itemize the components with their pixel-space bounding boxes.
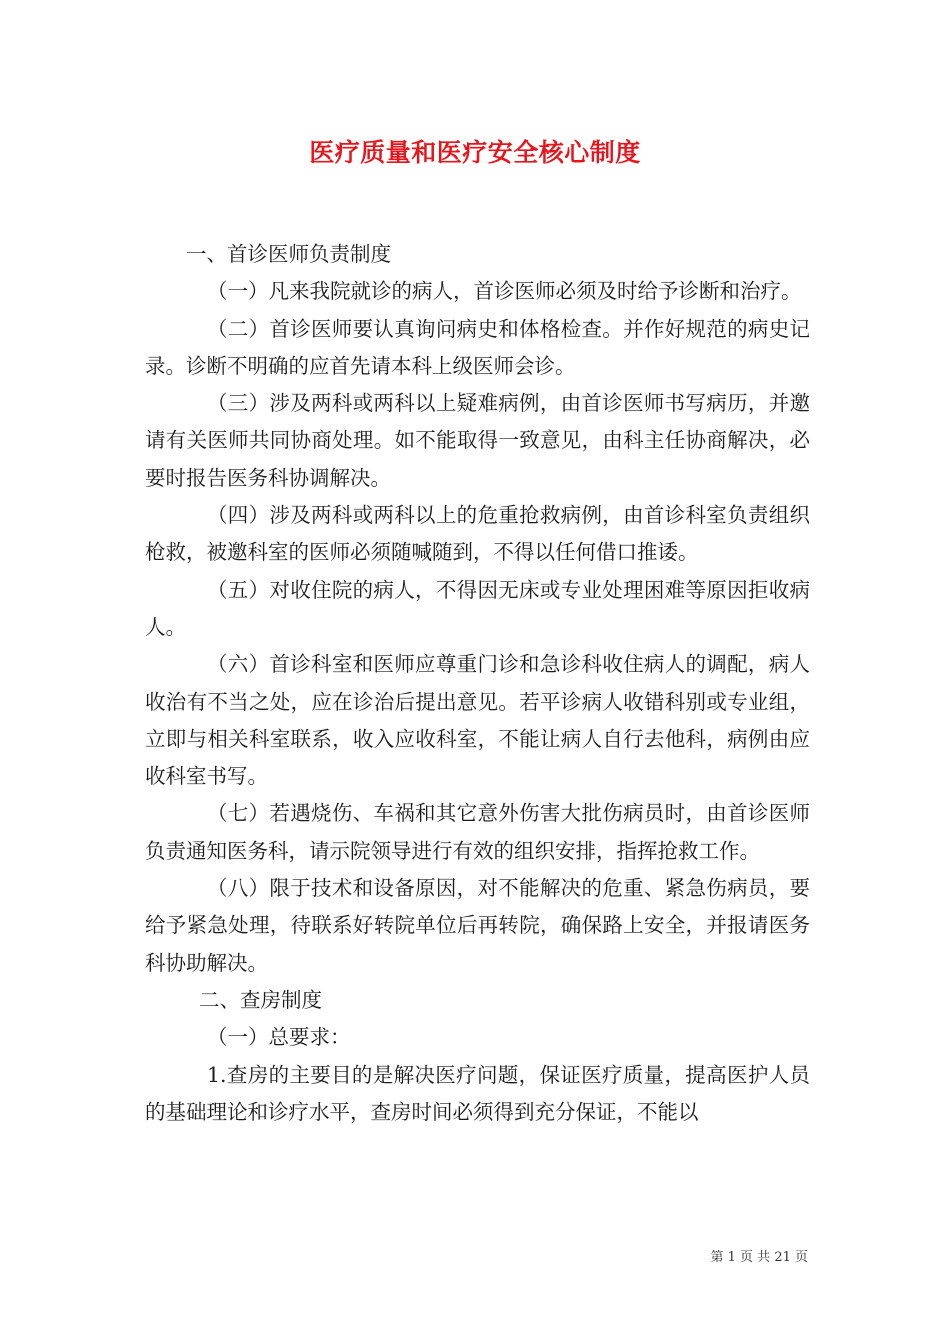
section-heading-1: 一、首诊医师负责制度 [186,242,391,266]
paragraph-1: （一）凡来我院就诊的病人，首诊医师必须及时给予诊断和治疗。 [207,279,802,304]
paragraph-9: 1.查房的主要目的是解决医疗问题，保证医疗质量，提高医护人员的基础理论和诊疗水平，查房时间必须得到充分保证，不能以 [145,1062,810,1124]
paragraph-5: （五）对收住院的病人，不得因无床或专业处理困难等原因拒收病人。 [145,577,810,639]
paragraph-6: （六）首诊科室和医师应尊重门诊和急诊科收住病人的调配，病人收治有不当之处，应在诊治后提出意见。若平诊病人收错科别或专业组，立即与相关科室联系，收入应收科室，不能让病人自行去他科，病例由应收科室书写。 [145,652,810,789]
paragraph-4: （四）涉及两科或两科以上的危重抢救病例，由首诊科室负责组织枪救，被邀科室的医师必须随喊随到，不得以任何借口推诿。 [145,503,810,565]
paragraph-2: （二）首诊医师要认真询问病史和体格检查。并作好规范的病史记录。诊断不明确的应首先请本科上级医师会诊。 [145,316,810,378]
paragraph-8: （八）限于技术和设备原因，对不能解决的危重、紧急伤病员，要给予紧急处理，待联系好转院单位后再转院，确保路上安全，并报请医务科协助解决。 [145,876,810,975]
paragraph-3: （三）涉及两科或两科以上疑难病例，由首诊医师书写病历，并邀请有关医师共同协商处理。如不能取得一致意见，由科主任协商解决，必要时报告医务科协调解决。 [145,391,810,490]
page-number-footer: 第 1 页 共 21 页 [710,1250,808,1265]
document-body [145,236,810,1131]
paragraph-7: （七）若遇烧伤、车祸和其它意外伤害大批伤病员时，由首诊医师负责通知医务科，请示院领导进行有效的组织安排，指挥抢救工作。 [145,801,810,863]
document-title: 医疗质量和医疗安全核心制度 [309,138,641,167]
section-heading-2: 二、查房制度 [199,987,322,1012]
subsection-heading: （一）总要求： [207,1025,351,1050]
